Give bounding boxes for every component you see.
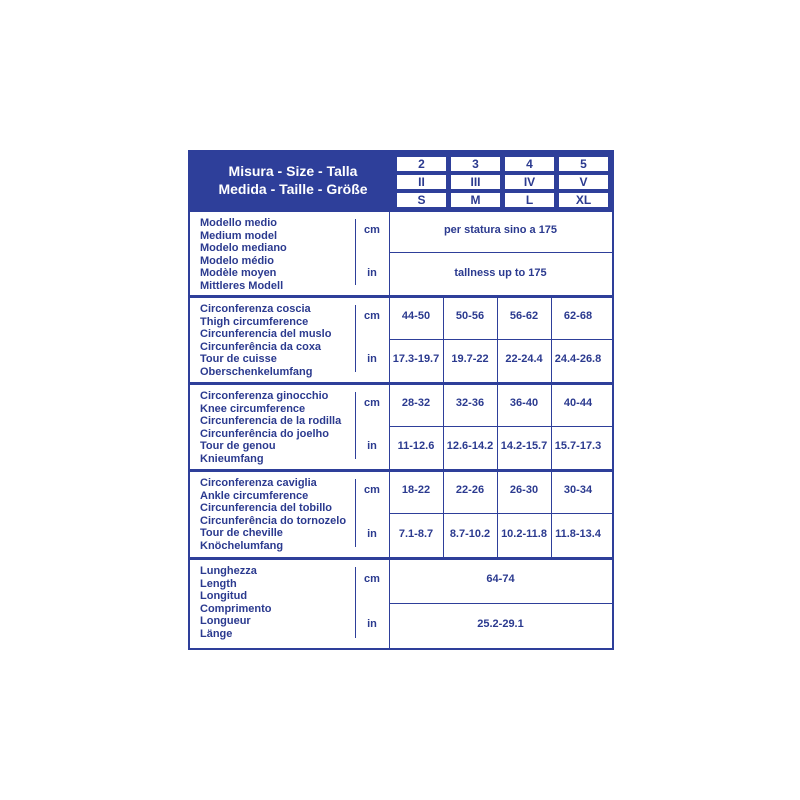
value-cell-in: 12.6-14.2: [446, 440, 494, 453]
value-cell-cm: 56-62: [509, 309, 539, 322]
size-chart: [188, 150, 614, 650]
size-num-cell: 3: [450, 156, 501, 172]
measurement-label: Medium model: [200, 229, 278, 242]
unit-in-label: in: [367, 266, 377, 279]
measurement-label: Circunferência do joelho: [200, 427, 329, 440]
measurement-label: Knee circumference: [200, 402, 306, 415]
size-roman-cell: II: [396, 174, 447, 190]
value-cell-cm: 62-68: [563, 309, 593, 322]
value-cell-in: 11-12.6: [397, 440, 435, 453]
measurement-label: Circonferenza coscia: [200, 303, 311, 315]
measurement-label: Lunghezza: [200, 565, 257, 577]
value-cell-in: 15.7-17.3: [554, 440, 602, 453]
measurement-label: Modelo mediano: [200, 242, 287, 254]
value-cell-in: 17.3-19.7: [392, 353, 440, 366]
measurement-label: Circunferencia de la rodilla: [200, 415, 342, 427]
unit-in-label: in: [367, 353, 377, 366]
value-cell-cm: 50-56: [455, 309, 485, 322]
title-line-1: Misura - Size - Talla: [228, 163, 358, 179]
unit-cm-label: cm: [364, 309, 380, 322]
value-cell-cm: 36-40: [509, 396, 539, 409]
size-roman-cell: IV: [504, 174, 555, 190]
measurement-label: Circonferenza ginocchio: [200, 390, 329, 402]
unit-cm-label: cm: [364, 223, 380, 236]
measurement-label: Circonferenza caviglia: [200, 477, 317, 489]
unit-in-label: in: [367, 440, 377, 453]
measurement-label: Longitud: [200, 590, 248, 602]
unit-in-label: in: [367, 618, 377, 631]
size-roman-cell: V: [558, 174, 609, 190]
value-cell-in: 11.8-13.4: [555, 528, 601, 540]
measurement-label: Thigh circumference: [200, 315, 309, 328]
measurement-label: Tour de cuisse: [200, 353, 277, 365]
value-cell-cm: 26-30: [509, 484, 539, 496]
measurement-labels: [200, 390, 341, 465]
measurement-labels: [200, 477, 346, 552]
size-letter-cell: XL: [558, 192, 609, 208]
value-cell-cm: 28-32: [401, 396, 431, 409]
size-num-cell: 5: [558, 156, 609, 172]
merged-value-cell: 64-74: [486, 572, 515, 585]
measurement-label: Modelo médio: [200, 254, 274, 267]
unit-in-label: in: [367, 528, 377, 540]
measurement-label: Länge: [200, 627, 233, 640]
measurement-labels: [200, 565, 272, 640]
measurement-label: Tour de genou: [200, 440, 276, 452]
row-divider: [389, 603, 612, 604]
value-cell-in: 7.1-8.7: [398, 528, 434, 540]
row-divider: [389, 339, 612, 340]
measurement-label: Oberschenkelumfang: [200, 365, 313, 378]
merged-value-cell: 25.2-29.1: [477, 618, 524, 631]
value-cell-in: 8.7-10.2: [449, 528, 491, 540]
size-letter-cell: L: [504, 192, 555, 208]
row-divider: [389, 513, 612, 514]
row-divider: [389, 426, 612, 427]
value-cell-cm: 40-44: [563, 396, 593, 409]
size-letter-cell: S: [396, 192, 447, 208]
value-cell-cm: 30-34: [563, 484, 593, 496]
row-divider: [389, 252, 612, 253]
measurement-label: Mittleres Modell: [200, 279, 284, 292]
measurement-label: Ankle circumference: [200, 489, 309, 502]
value-cell-cm: 18-22: [401, 484, 431, 496]
value-cell-in: 14.2-15.7: [500, 440, 548, 453]
measurement-label: Circunferencia del tobillo: [200, 502, 333, 514]
measurement-labels: [200, 217, 287, 292]
measurement-label: Longueur: [200, 615, 251, 627]
value-cell-in: 24.4-26.8: [554, 353, 602, 366]
value-cell-in: 22-24.4: [505, 353, 543, 366]
measurement-label: Circunferência da coxa: [200, 340, 322, 353]
size-roman-cell: III: [450, 174, 501, 190]
measurement-label: Knöchelumfang: [200, 539, 284, 552]
value-cell-cm: 32-36: [455, 396, 485, 409]
measurement-label: Circunferência do tornozelo: [200, 514, 347, 527]
title-line-2: Medida - Taille - Größe: [218, 181, 368, 197]
measurement-labels: [200, 303, 331, 378]
measurement-label: Modello medio: [200, 217, 277, 229]
unit-cm-label: cm: [364, 396, 380, 409]
merged-value-cell: tallness up to 175: [454, 266, 547, 279]
measurement-label: Length: [200, 577, 237, 590]
measurement-label: Modèle moyen: [200, 267, 277, 279]
value-cell-in: 19.7-22: [451, 353, 489, 366]
size-num-cell: 2: [396, 156, 447, 172]
measurement-label: Tour de cheville: [200, 527, 283, 539]
size-num-cell: 4: [504, 156, 555, 172]
size-chart-title: [196, 162, 390, 198]
value-cell-in: 10.2-11.8: [501, 528, 547, 540]
size-letter-cell: M: [450, 192, 501, 208]
value-cell-cm: 44-50: [401, 309, 431, 322]
unit-cm-label: cm: [364, 572, 380, 585]
value-cell-cm: 22-26: [455, 484, 485, 496]
measurement-label: Circunferencia del muslo: [200, 328, 332, 340]
measurement-label: Knieumfang: [200, 452, 264, 465]
merged-value-cell: per statura sino a 175: [443, 223, 558, 236]
unit-cm-label: cm: [364, 484, 380, 496]
measurement-label: Comprimento: [200, 602, 272, 615]
